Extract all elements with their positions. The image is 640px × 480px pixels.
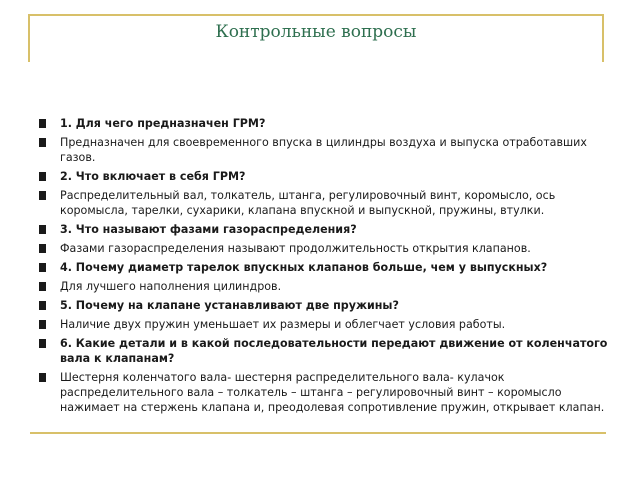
question-text: 6. Какие детали и в какой последовательности передают движение от коленчатого вала к клапанам? bbox=[60, 337, 608, 365]
square-bullet-icon bbox=[39, 191, 46, 200]
slide-title: Контрольные вопросы bbox=[215, 22, 417, 42]
answer-text: Фазами газораспределения называют продолжительность открытия клапанов. bbox=[60, 242, 531, 255]
answer-text: Распределительный вал, толкатель, штанга, регулировочный винт, коромысло, ось коромысла, тарелки, сухарики, клапана впускной и выпускной, пружины, втулки. bbox=[60, 189, 556, 217]
square-bullet-icon bbox=[39, 282, 46, 291]
answer-item bbox=[36, 370, 610, 415]
square-bullet-icon bbox=[39, 244, 46, 253]
answer-item bbox=[36, 188, 610, 218]
square-bullet-icon bbox=[39, 339, 46, 348]
question-item bbox=[36, 116, 610, 131]
question-text: 2. Что включает в себя ГРМ? bbox=[60, 170, 246, 183]
square-bullet-icon bbox=[39, 138, 46, 147]
question-text: 1. Для чего предназначен ГРМ? bbox=[60, 117, 266, 130]
square-bullet-icon bbox=[39, 373, 46, 382]
question-text: 5. Почему на клапане устанавливают две пружины? bbox=[60, 299, 399, 312]
question-item bbox=[36, 298, 610, 313]
answer-text: Шестерня коленчатого вала- шестерня распределительного вала- кулачок распределительного вала – толкатель – штанга – регулировочный винт – коромысло нажимает на стержень клапана и, преодолевая сопротивление пружин, открывает клапан. bbox=[60, 371, 605, 414]
answer-item bbox=[36, 317, 610, 332]
answer-item bbox=[36, 279, 610, 294]
frame-right-line bbox=[602, 14, 604, 62]
question-item bbox=[36, 169, 610, 184]
frame-top-line bbox=[28, 14, 604, 16]
square-bullet-icon bbox=[39, 263, 46, 272]
question-item bbox=[36, 336, 610, 366]
square-bullet-icon bbox=[39, 119, 46, 128]
square-bullet-icon bbox=[39, 320, 46, 329]
question-text: 4. Почему диаметр тарелок впускных клапанов больше, чем у выпускных? bbox=[60, 261, 548, 274]
square-bullet-icon bbox=[39, 225, 46, 234]
square-bullet-icon bbox=[39, 301, 46, 310]
frame-bottom-line bbox=[30, 432, 606, 434]
answer-text: Для лучшего наполнения цилиндров. bbox=[60, 280, 282, 293]
answer-item bbox=[36, 241, 610, 256]
answer-item bbox=[36, 135, 610, 165]
question-item bbox=[36, 260, 610, 275]
answer-text: Наличие двух пружин уменьшает их размеры и облегчает условия работы. bbox=[60, 318, 506, 331]
answer-text: Предназначен для своевременного впуска в цилиндры воздуха и выпуска отработавших газов. bbox=[60, 136, 587, 164]
question-text: 3. Что называют фазами газораспределения? bbox=[60, 223, 357, 236]
square-bullet-icon bbox=[39, 172, 46, 181]
qa-list bbox=[36, 116, 610, 419]
question-item bbox=[36, 222, 610, 237]
